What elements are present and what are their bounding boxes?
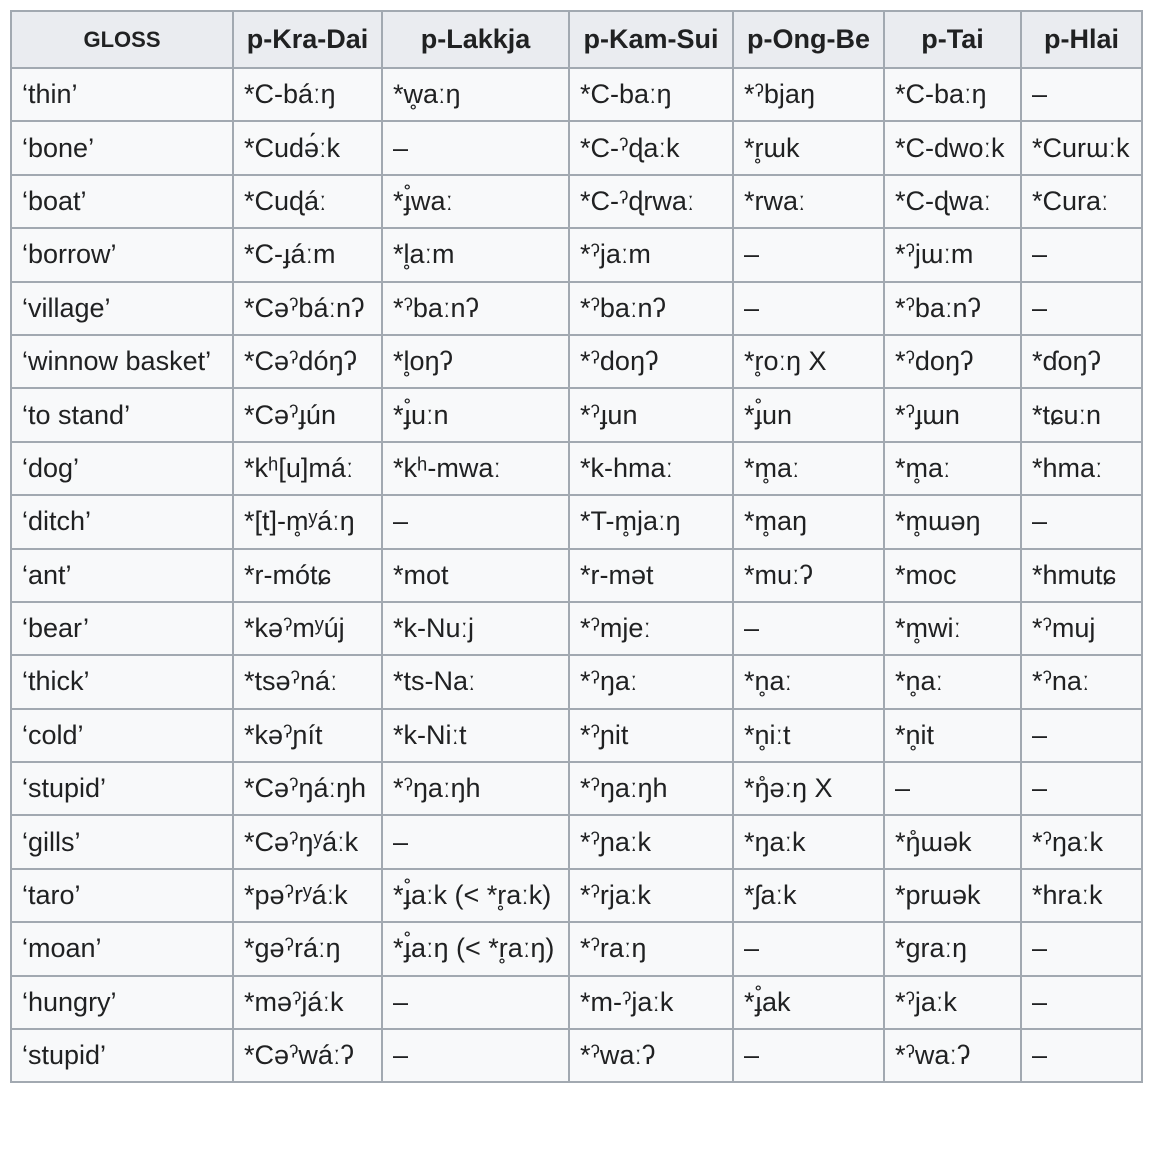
- cell-p-lakkja: *ɟ̊uːn: [382, 388, 569, 441]
- cell-p-kra-dai: *Cəˀdóŋʔ: [233, 335, 382, 388]
- cell-p-lakkja: *k-Nuːj: [382, 602, 569, 655]
- cell-p-tai: *prɯək: [884, 869, 1021, 922]
- cell-p-lakkja: *ɟ̊aːk (< *r̥aːk): [382, 869, 569, 922]
- cell-p-lakkja: *l̥oŋʔ: [382, 335, 569, 388]
- cell-p-tai: *ˀbaːnʔ: [884, 282, 1021, 335]
- cell-p-ong-be: –: [733, 602, 884, 655]
- cell-p-kra-dai: *Cəˀwáːʔ: [233, 1029, 382, 1082]
- cell-p-ong-be: *ŋ̊əːŋ X: [733, 762, 884, 815]
- table-row: [11, 976, 1142, 1029]
- cell-gloss: ‘taro’: [11, 869, 233, 922]
- cell-p-kra-dai: *kəˀmʸúj: [233, 602, 382, 655]
- cell-p-kra-dai: *Cəˀɟún: [233, 388, 382, 441]
- cell-gloss: ‘thick’: [11, 655, 233, 708]
- cell-p-kam-sui: *m-ˀjaːk: [569, 976, 733, 1029]
- cell-p-ong-be: –: [733, 228, 884, 281]
- cell-gloss: ‘ditch’: [11, 495, 233, 548]
- table-row: [11, 282, 1142, 335]
- cell-p-kam-sui: *ˀɟun: [569, 388, 733, 441]
- cell-p-kra-dai: *gəˀráːŋ: [233, 922, 382, 975]
- cell-p-ong-be: *n̥iːt: [733, 709, 884, 762]
- cell-p-tai: *graːŋ: [884, 922, 1021, 975]
- cell-gloss: ‘moan’: [11, 922, 233, 975]
- cell-p-kam-sui: *ˀjaːm: [569, 228, 733, 281]
- cell-p-kam-sui: *ˀŋaːŋh: [569, 762, 733, 815]
- cell-p-hlai: *tɕuːn: [1021, 388, 1142, 441]
- cell-p-kra-dai: *Cəˀŋáːŋh: [233, 762, 382, 815]
- header-p-tai: p-Tai: [884, 11, 1021, 68]
- cell-p-tai: *ˀɟɯn: [884, 388, 1021, 441]
- cell-gloss: ‘winnow basket’: [11, 335, 233, 388]
- cell-p-hlai: *hmaː: [1021, 442, 1142, 495]
- cell-p-tai: *ˀwaːʔ: [884, 1029, 1021, 1082]
- cell-p-kam-sui: *ˀdoŋʔ: [569, 335, 733, 388]
- header-p-lakkja: p-Lakkja: [382, 11, 569, 68]
- table-row: [11, 922, 1142, 975]
- cell-p-kra-dai: *kʰ[u]máː: [233, 442, 382, 495]
- cell-p-lakkja: *ɟ̊waː: [382, 175, 569, 228]
- cell-p-ong-be: –: [733, 1029, 884, 1082]
- cell-p-ong-be: *rwaː: [733, 175, 884, 228]
- cell-p-lakkja: –: [382, 815, 569, 868]
- cell-p-kra-dai: *Cəˀbáːnʔ: [233, 282, 382, 335]
- cell-p-kra-dai: *tsəˀnáː: [233, 655, 382, 708]
- table-row: [11, 228, 1142, 281]
- cell-p-hlai: *ˀŋaːk: [1021, 815, 1142, 868]
- cell-p-kra-dai: *pəˀrʸáːk: [233, 869, 382, 922]
- header-gloss: GLOSS: [11, 11, 233, 68]
- cell-p-hlai: –: [1021, 282, 1142, 335]
- cell-p-kra-dai: *məˀjáːk: [233, 976, 382, 1029]
- cell-p-tai: *C-baːŋ: [884, 68, 1021, 121]
- cell-p-hlai: *Curɯːk: [1021, 121, 1142, 174]
- cell-p-tai: *n̥it: [884, 709, 1021, 762]
- cell-gloss: ‘ant’: [11, 549, 233, 602]
- table-row: [11, 388, 1142, 441]
- cell-p-kam-sui: *ˀmjeː: [569, 602, 733, 655]
- cell-gloss: ‘cold’: [11, 709, 233, 762]
- cell-p-kra-dai: *r-mótɕ: [233, 549, 382, 602]
- cell-p-ong-be: *ɟ̊ak: [733, 976, 884, 1029]
- cell-p-lakkja: *ˀbaːnʔ: [382, 282, 569, 335]
- table-row: [11, 121, 1142, 174]
- header-p-kam-sui: p-Kam-Sui: [569, 11, 733, 68]
- cell-p-tai: –: [884, 762, 1021, 815]
- cell-p-lakkja: *w̥aːŋ: [382, 68, 569, 121]
- cell-p-kam-sui: *C-baːŋ: [569, 68, 733, 121]
- table-row: [11, 335, 1142, 388]
- table-row: [11, 442, 1142, 495]
- reconstruction-table: [10, 10, 1143, 1083]
- header-row: [11, 11, 1142, 68]
- cell-p-kam-sui: *ˀŋaː: [569, 655, 733, 708]
- cell-p-tai: *ŋ̊ɯək: [884, 815, 1021, 868]
- cell-p-hlai: *ɗoŋʔ: [1021, 335, 1142, 388]
- table-row: [11, 602, 1142, 655]
- cell-gloss: ‘borrow’: [11, 228, 233, 281]
- cell-p-kam-sui: *r-mət: [569, 549, 733, 602]
- cell-gloss: ‘dog’: [11, 442, 233, 495]
- cell-p-hlai: –: [1021, 495, 1142, 548]
- cell-p-lakkja: *ˀŋaːŋh: [382, 762, 569, 815]
- cell-p-hlai: –: [1021, 228, 1142, 281]
- cell-p-hlai: –: [1021, 762, 1142, 815]
- table-row: [11, 495, 1142, 548]
- table-row: [11, 762, 1142, 815]
- cell-p-kam-sui: *ˀɲit: [569, 709, 733, 762]
- cell-p-kam-sui: *ˀraːŋ: [569, 922, 733, 975]
- cell-p-tai: *ˀjaːk: [884, 976, 1021, 1029]
- cell-p-kra-dai: *kəˀɲít: [233, 709, 382, 762]
- cell-p-lakkja: –: [382, 976, 569, 1029]
- cell-gloss: ‘village’: [11, 282, 233, 335]
- cell-p-hlai: –: [1021, 709, 1142, 762]
- cell-p-hlai: –: [1021, 922, 1142, 975]
- table-row: [11, 175, 1142, 228]
- header-p-kra-dai: p-Kra-Dai: [233, 11, 382, 68]
- cell-p-ong-be: *ʃaːk: [733, 869, 884, 922]
- cell-p-lakkja: –: [382, 1029, 569, 1082]
- cell-p-hlai: *hraːk: [1021, 869, 1142, 922]
- cell-p-ong-be: *muːʔ: [733, 549, 884, 602]
- cell-gloss: ‘bone’: [11, 121, 233, 174]
- cell-p-kra-dai: *Cudə́ːk: [233, 121, 382, 174]
- cell-p-ong-be: –: [733, 282, 884, 335]
- table-row: [11, 655, 1142, 708]
- cell-p-hlai: *hmutɕ: [1021, 549, 1142, 602]
- cell-gloss: ‘thin’: [11, 68, 233, 121]
- cell-p-hlai: –: [1021, 976, 1142, 1029]
- cell-p-tai: *C-dwoːk: [884, 121, 1021, 174]
- cell-p-tai: *moc: [884, 549, 1021, 602]
- table-row: [11, 1029, 1142, 1082]
- cell-p-tai: *m̥ɯəŋ: [884, 495, 1021, 548]
- cell-p-hlai: –: [1021, 1029, 1142, 1082]
- cell-p-ong-be: –: [733, 922, 884, 975]
- cell-p-hlai: –: [1021, 68, 1142, 121]
- cell-p-tai: *m̥wiː: [884, 602, 1021, 655]
- cell-p-ong-be: *ɟ̊un: [733, 388, 884, 441]
- cell-gloss: ‘gills’: [11, 815, 233, 868]
- cell-gloss: ‘boat’: [11, 175, 233, 228]
- table-row: [11, 68, 1142, 121]
- cell-p-ong-be: *m̥aː: [733, 442, 884, 495]
- cell-p-ong-be: *ˀbjaŋ: [733, 68, 884, 121]
- table-body: [11, 68, 1142, 1082]
- cell-gloss: ‘stupid’: [11, 762, 233, 815]
- cell-p-lakkja: *l̥aːm: [382, 228, 569, 281]
- cell-p-kra-dai: *C-ɟáːm: [233, 228, 382, 281]
- cell-p-lakkja: *mot: [382, 549, 569, 602]
- cell-p-lakkja: *ts-Naː: [382, 655, 569, 708]
- cell-p-kam-sui: *ˀrjaːk: [569, 869, 733, 922]
- cell-gloss: ‘to stand’: [11, 388, 233, 441]
- cell-p-tai: *m̥aː: [884, 442, 1021, 495]
- cell-p-hlai: *ˀnaː: [1021, 655, 1142, 708]
- cell-p-kam-sui: *ˀɲaːk: [569, 815, 733, 868]
- cell-p-kra-dai: *Cəˀŋʸáːk: [233, 815, 382, 868]
- cell-p-lakkja: *ɟ̊aːŋ (< *r̥aːŋ): [382, 922, 569, 975]
- cell-p-ong-be: *n̥aː: [733, 655, 884, 708]
- table-row: [11, 549, 1142, 602]
- cell-p-hlai: *Curaː: [1021, 175, 1142, 228]
- cell-gloss: ‘hungry’: [11, 976, 233, 1029]
- table-row: [11, 815, 1142, 868]
- cell-p-ong-be: *m̥aŋ: [733, 495, 884, 548]
- cell-p-tai: *ˀdoŋʔ: [884, 335, 1021, 388]
- cell-p-ong-be: *ŋaːk: [733, 815, 884, 868]
- cell-p-kam-sui: *T-m̥jaːŋ: [569, 495, 733, 548]
- cell-p-kra-dai: *Cuɖáː: [233, 175, 382, 228]
- cell-p-ong-be: *r̥ɯk: [733, 121, 884, 174]
- cell-p-lakkja: *k-Niːt: [382, 709, 569, 762]
- cell-p-tai: *C-ɖwaː: [884, 175, 1021, 228]
- header-p-ong-be: p-Ong-Be: [733, 11, 884, 68]
- cell-p-kam-sui: *ˀbaːnʔ: [569, 282, 733, 335]
- table-row: [11, 709, 1142, 762]
- cell-p-lakkja: –: [382, 495, 569, 548]
- cell-p-tai: *n̥aː: [884, 655, 1021, 708]
- table-row: [11, 869, 1142, 922]
- cell-p-lakkja: –: [382, 121, 569, 174]
- cell-gloss: ‘stupid’: [11, 1029, 233, 1082]
- header-p-hlai: p-Hlai: [1021, 11, 1142, 68]
- cell-p-kra-dai: *[t]-m̥ʸáːŋ: [233, 495, 382, 548]
- cell-p-hlai: *ˀmuj: [1021, 602, 1142, 655]
- cell-p-kam-sui: *k-hmaː: [569, 442, 733, 495]
- cell-p-kam-sui: *C-ˀɖrwaː: [569, 175, 733, 228]
- cell-p-kam-sui: *C-ˀɖaːk: [569, 121, 733, 174]
- cell-p-kam-sui: *ˀwaːʔ: [569, 1029, 733, 1082]
- cell-p-ong-be: *r̥oːŋ X: [733, 335, 884, 388]
- cell-p-lakkja: *kʰ-mwaː: [382, 442, 569, 495]
- cell-p-kra-dai: *C-báːŋ: [233, 68, 382, 121]
- cell-p-tai: *ˀjɯːm: [884, 228, 1021, 281]
- cell-gloss: ‘bear’: [11, 602, 233, 655]
